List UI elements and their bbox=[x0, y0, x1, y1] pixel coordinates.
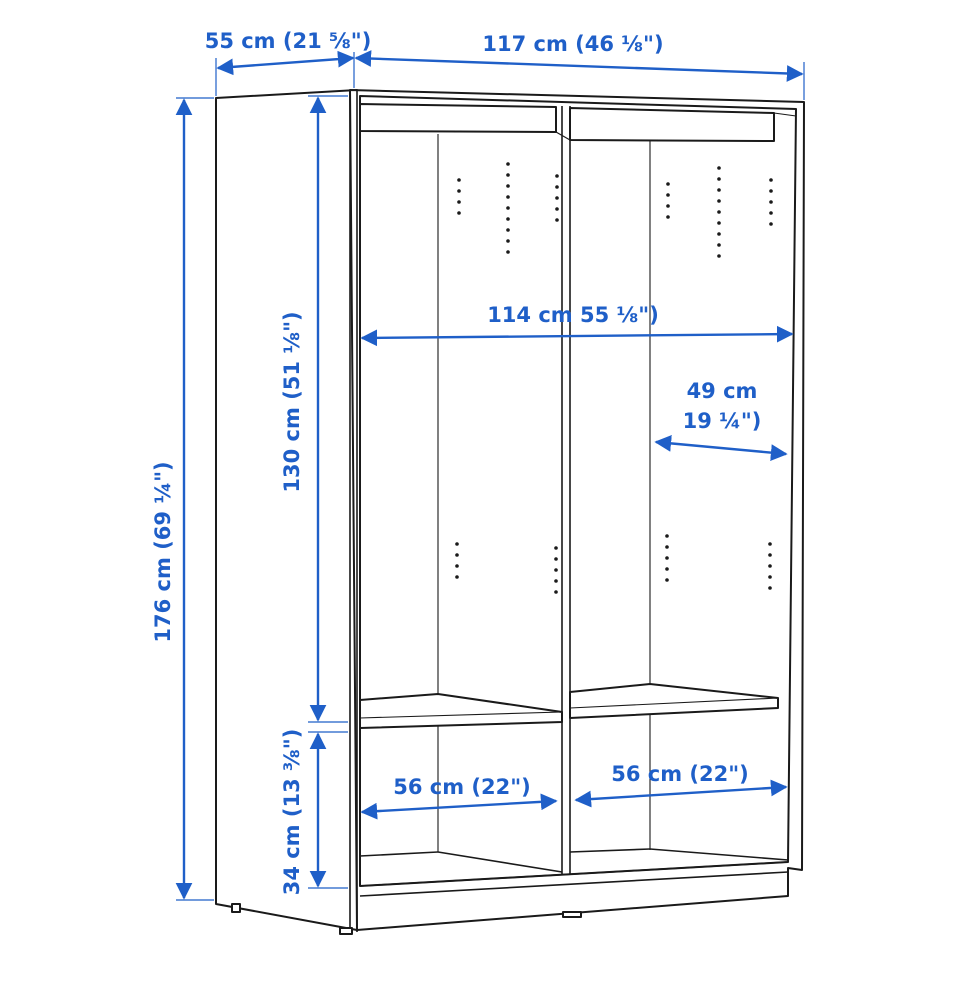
upper-height-label: 130 cm (51 ⅛") bbox=[280, 311, 304, 493]
shelf-depth-label-line2: 19 ¼") bbox=[682, 409, 762, 433]
shelf-pin-hole bbox=[455, 575, 459, 579]
shelf-pin-hole bbox=[717, 210, 721, 214]
shelf-pin-hole bbox=[455, 542, 459, 546]
depth-dimension-line bbox=[218, 58, 353, 68]
shelf-pin-hole bbox=[769, 189, 773, 193]
shelf-pin-hole bbox=[455, 564, 459, 568]
shelf-pin-hole bbox=[457, 211, 461, 215]
right-compartment-label: 56 cm (22") bbox=[611, 762, 749, 786]
shelf-pin-hole bbox=[666, 182, 670, 186]
shelf-pin-hole bbox=[506, 239, 510, 243]
shelf-pin-hole bbox=[717, 177, 721, 181]
shelf-pin-hole bbox=[717, 243, 721, 247]
shelf-pin-hole bbox=[554, 568, 558, 572]
shelf-pin-hole bbox=[665, 578, 669, 582]
top-rail-right bbox=[570, 108, 774, 141]
shelf-pin-hole bbox=[554, 546, 558, 550]
shelf-depth-label-line1: 49 cm bbox=[686, 379, 758, 403]
shelf-pin-hole bbox=[506, 162, 510, 166]
shelf-pin-hole bbox=[555, 174, 559, 178]
shelf-pin-hole bbox=[769, 222, 773, 226]
shelf-pin-hole bbox=[768, 575, 772, 579]
shelf-pin-hole bbox=[506, 228, 510, 232]
shelf-pin-hole bbox=[768, 564, 772, 568]
shelf-pin-hole bbox=[769, 178, 773, 182]
shelf-pin-hole bbox=[554, 579, 558, 583]
height-label: 176 cm (69 ¼") bbox=[151, 461, 175, 643]
shelf-pin-hole bbox=[555, 207, 559, 211]
shelf-pin-hole bbox=[769, 200, 773, 204]
shelf-pin-hole bbox=[506, 184, 510, 188]
width-dimension-line bbox=[356, 58, 802, 74]
shelf-pin-hole bbox=[768, 586, 772, 590]
lower-height-label: 34 cm (13 ⅜") bbox=[280, 728, 304, 896]
depth-label: 55 cm (21 ⅝") bbox=[204, 29, 372, 53]
shelf-pin-hole bbox=[506, 217, 510, 221]
shelf-pin-hole bbox=[457, 200, 461, 204]
shelf-pin-hole bbox=[555, 196, 559, 200]
shelf-pin-hole bbox=[717, 232, 721, 236]
shelf-pin-hole bbox=[554, 590, 558, 594]
shelf-pin-hole bbox=[457, 178, 461, 182]
inner-width-label: 114 cm 55 ⅛") bbox=[487, 303, 659, 327]
shelf-pin-hole bbox=[455, 553, 459, 557]
shelf-pin-hole bbox=[665, 534, 669, 538]
shelf-pin-hole bbox=[717, 166, 721, 170]
shelf-pin-hole bbox=[717, 188, 721, 192]
shelf-pin-hole bbox=[768, 553, 772, 557]
shelf-pin-hole bbox=[665, 567, 669, 571]
shelf-pin-hole bbox=[555, 185, 559, 189]
shelf-pin-hole bbox=[769, 211, 773, 215]
shelf-pin-hole bbox=[666, 204, 670, 208]
shelf-pin-hole bbox=[666, 193, 670, 197]
shelf-pin-hole bbox=[666, 215, 670, 219]
shelf-pin-hole bbox=[717, 199, 721, 203]
top-rail-left bbox=[360, 104, 556, 132]
shelf-pin-hole bbox=[506, 206, 510, 210]
shelf-pin-hole bbox=[506, 195, 510, 199]
shelf-pin-hole bbox=[506, 173, 510, 177]
shelf-pin-hole bbox=[457, 189, 461, 193]
shelf-pin-hole bbox=[665, 556, 669, 560]
shelf-pin-hole bbox=[717, 221, 721, 225]
wardrobe-drawing bbox=[216, 90, 804, 934]
shelf-pin-hole bbox=[555, 218, 559, 222]
width-label: 117 cm (46 ⅛") bbox=[482, 32, 664, 56]
shelf-pin-hole bbox=[506, 250, 510, 254]
left-compartment-label: 56 cm (22") bbox=[393, 775, 531, 799]
shelf-pin-hole bbox=[768, 542, 772, 546]
shelf-pin-hole bbox=[717, 254, 721, 258]
shelf-pin-hole bbox=[665, 545, 669, 549]
shelf-pin-hole bbox=[554, 557, 558, 561]
